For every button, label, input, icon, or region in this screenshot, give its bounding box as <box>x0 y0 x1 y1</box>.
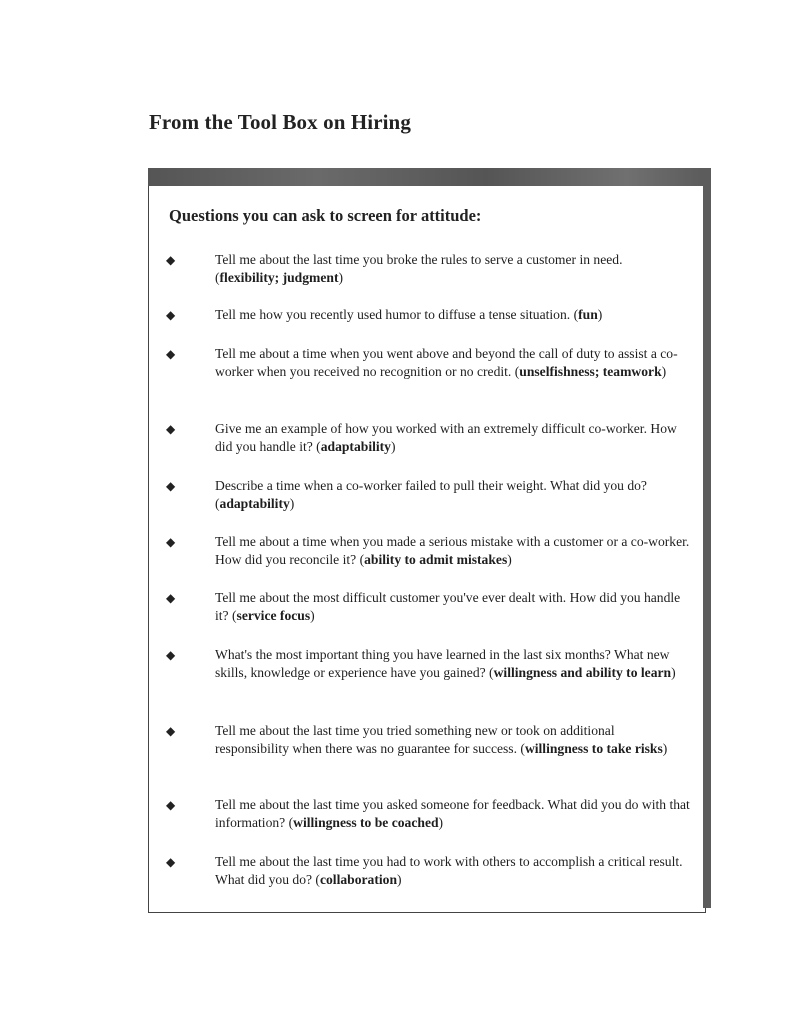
diamond-bullet-icon: ◆ <box>166 535 176 549</box>
diamond-bullet-icon: ◆ <box>166 724 176 738</box>
question-body: Tell me how you recently used humor to diffuse a tense situation. <box>215 307 571 322</box>
diamond-bullet-icon: ◆ <box>166 855 176 869</box>
diamond-bullet-icon: ◆ <box>166 798 176 812</box>
question-trait: ability to admit mistakes <box>364 552 508 567</box>
question-body: Tell me about the last time you had to work with others to accomplish a critical result. What did you do? <box>215 854 683 887</box>
question-trait: willingness to take risks <box>524 741 663 756</box>
question-body: Tell me about a time when you made a serious mistake with a customer or a co-worker. How did you reconcile it? <box>215 534 690 567</box>
question-trait: adaptability <box>219 496 290 511</box>
question-text: Tell me about a time when you went above and beyond the call of duty to assist a co-worker when you received no recognition or no credit. (unselfishness; teamwork) <box>215 346 678 379</box>
question-text: Tell me about the last time you tried something new or took on additional responsibility when there was no guarantee for success. (willingness to take risks) <box>215 723 668 756</box>
question-text: Tell me how you recently used humor to diffuse a tense situation. (fun) <box>215 307 603 322</box>
question-trait: adaptability <box>320 439 391 454</box>
box-heading: Questions you can ask to screen for attitude: <box>169 206 482 225</box>
question-trait: flexibility; judgment <box>219 270 339 285</box>
diamond-bullet-icon: ◆ <box>166 479 176 493</box>
question-trait: collaboration <box>319 872 397 887</box>
question-body: Give me an example of how you worked with an extremely difficult co-worker. How did you handle it? <box>215 421 677 454</box>
question-body: Tell me about the last time you asked someone for feedback. What did you do with that information? <box>215 797 690 830</box>
diamond-bullet-icon: ◆ <box>166 422 176 436</box>
diamond-bullet-icon: ◆ <box>166 308 176 322</box>
question-body: Tell me about the most difficult customer you've ever dealt with. How did you handle it? <box>215 590 681 623</box>
question-body: Describe a time when a co-worker failed to pull their weight. What did you do? <box>215 478 647 493</box>
diamond-bullet-icon: ◆ <box>166 591 176 605</box>
question-trait: service focus <box>236 608 311 623</box>
question-text: Tell me about the last time you asked someone for feedback. What did you do with that information? (willingness to be coached) <box>215 797 690 830</box>
question-trait: willingness to be coached <box>293 815 439 830</box>
question-text: Tell me about the most difficult customer you've ever dealt with. How did you handle it? (service focus) <box>215 590 681 623</box>
page-title: From the Tool Box on Hiring <box>149 110 411 134</box>
diamond-bullet-icon: ◆ <box>166 347 176 361</box>
question-trait: willingness and ability to learn <box>493 665 672 680</box>
question-text: Give me an example of how you worked with an extremely difficult co-worker. How did you handle it? (adaptability) <box>215 421 677 454</box>
question-body: Tell me about the last time you broke the rules to serve a customer in need. <box>215 252 623 267</box>
question-text: Describe a time when a co-worker failed to pull their weight. What did you do? (adaptability) <box>215 478 647 511</box>
diamond-bullet-icon: ◆ <box>166 648 176 662</box>
question-text: Tell me about the last time you had to work with others to accomplish a critical result. What did you do? (collaboration) <box>215 854 683 887</box>
diamond-bullet-icon: ◆ <box>166 253 176 267</box>
question-trait: unselfishness; teamwork <box>519 364 662 379</box>
question-trait: fun <box>578 307 598 322</box>
question-text: Tell me about a time when you made a serious mistake with a customer or a co-worker. How did you reconcile it? (ability to admit mistakes) <box>215 534 690 567</box>
question-text: What's the most important thing you have learned in the last six months? What new skills, knowledge or experience have you gained? (willingness and ability to learn) <box>215 647 676 680</box>
question-body: What's the most important thing you have learned in the last six months? What new skills, knowledge or experience have you gained? <box>215 647 670 680</box>
question-text: Tell me about the last time you broke the rules to serve a customer in need. (flexibility; judgment) <box>215 252 623 285</box>
question-body: Tell me about a time when you went above and beyond the call of duty to assist a co-worker when you received no recognition or no credit. <box>215 346 678 379</box>
question-body: Tell me about the last time you tried something new or took on additional responsibility when there was no guarantee for success. <box>215 723 615 756</box>
